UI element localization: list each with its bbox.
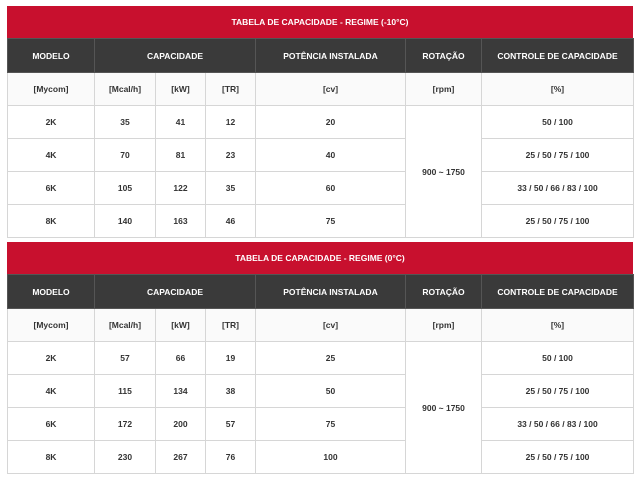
cell-controle: 50 / 100 [482,106,634,139]
unit-cell: [TR] [206,73,256,106]
unit-cell: [kW] [156,309,206,342]
capacity-table-regime-minus10 [7,6,633,238]
header-potencia: POTÊNCIA INSTALADA [256,39,406,73]
cell-tr: 35 [206,172,256,205]
cell-controle: 25 / 50 / 75 / 100 [482,441,634,474]
cell-cv: 20 [256,106,406,139]
capacity-table-regime-0 [7,242,633,474]
cell-mcal: 172 [95,408,156,441]
cell-kw: 122 [156,172,206,205]
header-capacidade: CAPACIDADE [95,39,256,73]
table-title: TABELA DE CAPACIDADE - REGIME (0°C) [7,242,633,274]
header-controle: CONTROLE DE CAPACIDADE [482,275,634,309]
table-row [8,172,634,205]
cell-modelo: 4K [8,375,95,408]
cell-tr: 76 [206,441,256,474]
unit-cell: [Mcal/h] [95,73,156,106]
header-rotacao: ROTAÇÃO [406,275,482,309]
table-row [8,205,634,238]
header-capacidade: CAPACIDADE [95,275,256,309]
cell-tr: 57 [206,408,256,441]
unit-cell: [cv] [256,73,406,106]
cell-kw: 81 [156,139,206,172]
unit-cell: [Mycom] [8,73,95,106]
unit-cell: [Mycom] [8,309,95,342]
cell-tr: 19 [206,342,256,375]
table-row [8,375,634,408]
header-rotacao: ROTAÇÃO [406,39,482,73]
header-modelo: MODELO [8,39,95,73]
header-controle: CONTROLE DE CAPACIDADE [482,39,634,73]
header-modelo: MODELO [8,275,95,309]
cell-controle: 50 / 100 [482,342,634,375]
cell-modelo: 8K [8,441,95,474]
cell-controle: 25 / 50 / 75 / 100 [482,375,634,408]
unit-cell: [%] [482,309,634,342]
cell-modelo: 8K [8,205,95,238]
cell-modelo: 6K [8,172,95,205]
unit-cell: [kW] [156,73,206,106]
cell-cv: 40 [256,139,406,172]
unit-cell: [%] [482,73,634,106]
cell-mcal: 115 [95,375,156,408]
cell-controle: 25 / 50 / 75 / 100 [482,139,634,172]
cell-modelo: 2K [8,342,95,375]
cell-mcal: 140 [95,205,156,238]
cell-cv: 50 [256,375,406,408]
cell-tr: 12 [206,106,256,139]
unit-cell: [rpm] [406,73,482,106]
cell-modelo: 6K [8,408,95,441]
units-row [8,309,634,342]
cell-rotacao: 900 ~ 1750 [406,106,482,238]
cell-mcal: 70 [95,139,156,172]
cell-kw: 163 [156,205,206,238]
cell-controle: 25 / 50 / 75 / 100 [482,205,634,238]
cell-cv: 25 [256,342,406,375]
table-title: TABELA DE CAPACIDADE - REGIME (-10°C) [7,6,633,38]
cell-cv: 75 [256,408,406,441]
cell-modelo: 4K [8,139,95,172]
table-row [8,106,634,139]
cell-mcal: 35 [95,106,156,139]
cell-kw: 66 [156,342,206,375]
capacity-table [7,274,634,474]
header-potencia: POTÊNCIA INSTALADA [256,275,406,309]
cell-tr: 23 [206,139,256,172]
cell-cv: 60 [256,172,406,205]
cell-mcal: 230 [95,441,156,474]
cell-mcal: 105 [95,172,156,205]
cell-cv: 100 [256,441,406,474]
unit-cell: [Mcal/h] [95,309,156,342]
capacity-table [7,38,634,238]
units-row [8,73,634,106]
cell-modelo: 2K [8,106,95,139]
cell-kw: 200 [156,408,206,441]
cell-controle: 33 / 50 / 66 / 83 / 100 [482,408,634,441]
cell-cv: 75 [256,205,406,238]
table-row [8,441,634,474]
cell-tr: 38 [206,375,256,408]
cell-kw: 41 [156,106,206,139]
unit-cell: [cv] [256,309,406,342]
cell-controle: 33 / 50 / 66 / 83 / 100 [482,172,634,205]
unit-cell: [rpm] [406,309,482,342]
table-row [8,408,634,441]
cell-tr: 46 [206,205,256,238]
cell-rotacao: 900 ~ 1750 [406,342,482,474]
table-row [8,139,634,172]
cell-kw: 134 [156,375,206,408]
cell-kw: 267 [156,441,206,474]
unit-cell: [TR] [206,309,256,342]
table-row [8,342,634,375]
cell-mcal: 57 [95,342,156,375]
